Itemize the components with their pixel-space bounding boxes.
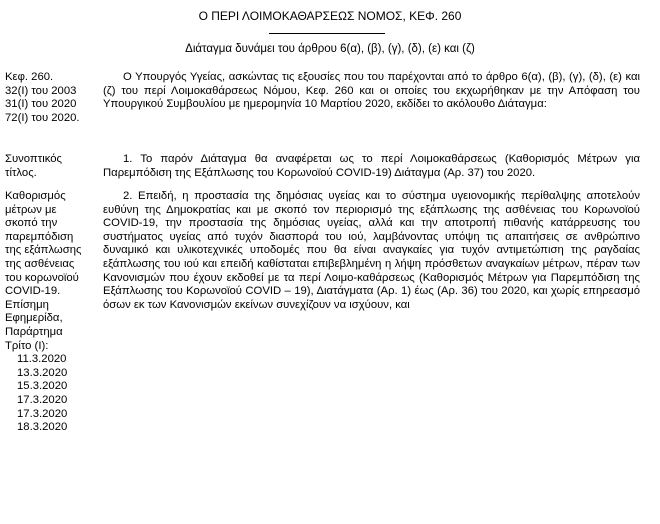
gazette-date: 13.3.2020 (17, 366, 68, 379)
section2-text: 2. Επειδή, η προστασία της δημόσιας υγείας και το σύστημα υγειονομικής περίθαλψης αποτελούν ευθύνη της Δημοκρατίας και με σκοπό τον περιορισμό της εξάπλωσης της ασθένειας του Κορωνοϊού COVID-19, την προστασία της δημόσιας υγείας, αλλά και την αποτροπή πιθανής κατάρρευσης του συστήματος υγείας από τυχόν διασπορά του ιού, λαμβάνοντας υπόψη τις απαιτήσεις σε ανθρώπινο δυναμικό και υλικοτεχνικές υποδομές που θα είναι αναγκαίες για τυχόν αντιμετώπιση της ραγδαίας εξάπλωσης του ιού και επειδή καθίσταται επιβεβλημένη η λήψη πρόσθετων αναγκαίων μέτρων, πέραν των Κανονισμών που έχουν εκδοθεί με τα περί Λοιμο-καθάρσεως (Καθορισμός Μέτρων για Παρεμπόδιση της Εξάπλωσης του Κορωνοϊού COVID – 19), Διατάγματα (Αρ. 1) έως (Αρ. 36) του 2020, και χωρίς επηρεασμό όσων εκ των Κανονισμών εκείνων συνεχίζουν να ισχύουν, και (103, 190, 640, 311)
margin-line: Παράρτημα (5, 325, 63, 338)
gazette-date: 17.3.2020 (17, 407, 68, 420)
margin-ref: 32(Ι) του 2003 (5, 84, 77, 97)
margin-line: μέτρων με (5, 203, 57, 216)
preamble-paragraph (103, 71, 640, 112)
margin-line: Επίσημη (5, 298, 49, 311)
section1-margin-note (5, 153, 83, 180)
margin-line: Καθορισμός (5, 190, 66, 202)
margin-line: Τρίτο (Ι): (5, 339, 49, 352)
section1-paragraph (103, 153, 640, 180)
margin-line: Συνοπτικός (5, 153, 62, 165)
preamble-text: Ο Υπουργός Υγείας, ασκώντας τις εξουσίες που του παρέχονται από το άρθρο 6(α), (β), (γ), (δ), (ε) και (ζ) του περί Λοιμοκαθάρσεως Νόμου, Κεφ. 260 και οι οποίες του εκχωρήθηκαν με την Απόφαση του Υπουργικού Συμβουλίου με ημερομηνία 10 Μαρτίου 2020, εκδίδει το ακόλουθο Διάταγμα: (103, 71, 640, 111)
margin-ref: 31(Ι) του 2020 (5, 98, 77, 111)
margin-line: COVID-19. (5, 285, 61, 298)
section2-paragraph (103, 190, 640, 312)
gazette-date: 17.3.2020 (17, 393, 68, 406)
section1-text: 1. Το παρόν Διάταγμα θα αναφέρεται ως το περί Λοιμοκαθάρσεως (Καθορισμός Μέτρων για Παρεμπόδιση της Εξάπλωσης του Κορωνοϊού COVID-19) Διάταγμα (Αρ. 37) του 2020. (103, 153, 640, 179)
gazette-dates (5, 353, 83, 435)
margin-line: της εξάπλωσης (5, 244, 82, 257)
gazette-date: 18.3.2020 (17, 421, 68, 434)
document-title: Ο ΠΕΡΙ ΛΟΙΜΟΚΑΘΑΡΣΕΩΣ ΝΟΜΟΣ, ΚΕΦ. 260 (198, 9, 462, 23)
margin-line: του κορωνοϊού (5, 271, 79, 284)
gazette-date: 11.3.2020 (17, 353, 67, 366)
margin-ref: Κεφ. 260. (5, 71, 54, 83)
margin-line: της ασθένειας (5, 257, 75, 270)
section2-margin-note (5, 190, 83, 435)
preamble-margin-notes (5, 71, 83, 125)
margin-line: Εφημερίδα, (5, 312, 63, 325)
margin-line: σκοπό την (5, 217, 58, 230)
margin-line: τίτλος. (5, 166, 37, 179)
title-underline (269, 33, 385, 34)
margin-ref: 72(Ι) του 2020. (5, 111, 80, 124)
document-subtitle: Διάταγμα δυνάμει του άρθρου 6(α), (β), (γ), (δ), (ε) και (ζ) (185, 43, 475, 55)
gazette-date: 15.3.2020 (17, 380, 68, 393)
margin-line: παρεμπόδιση (5, 230, 74, 243)
